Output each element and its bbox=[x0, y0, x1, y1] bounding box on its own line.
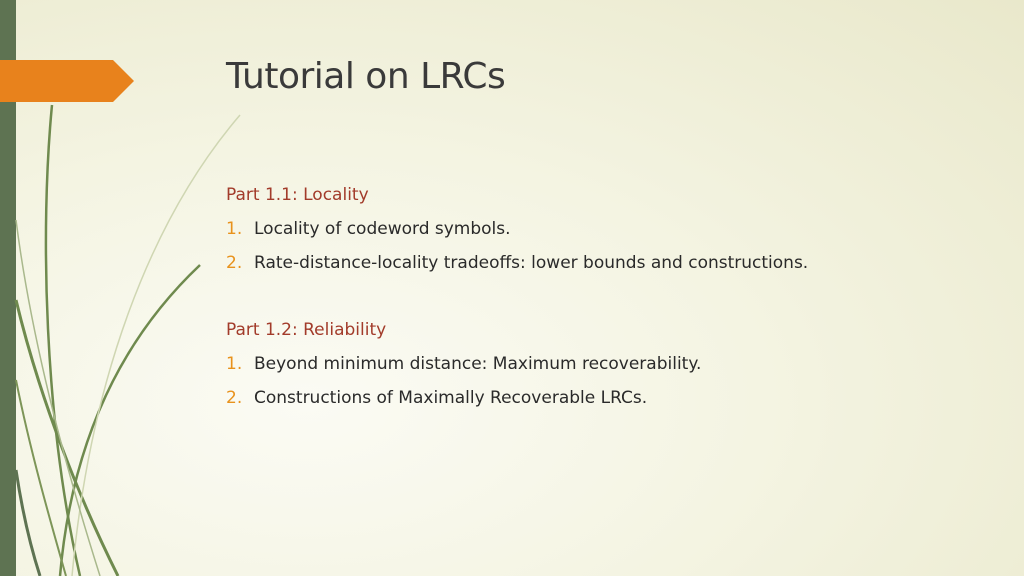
list-item bbox=[226, 218, 986, 240]
arrow-icon bbox=[0, 60, 134, 102]
list-item-number: 1. bbox=[226, 219, 243, 239]
list-item-text: Rate-distance-locality tradeoffs: lower bounds and constructions. bbox=[254, 253, 809, 273]
list-item bbox=[226, 252, 986, 274]
section-spacer bbox=[226, 286, 986, 319]
section-heading-locality: Part 1.1: Locality bbox=[226, 185, 369, 205]
list-item-text: Beyond minimum distance: Maximum recoverability. bbox=[254, 354, 702, 374]
list-item-number: 1. bbox=[226, 354, 243, 374]
section-heading-reliability: Part 1.2: Reliability bbox=[226, 320, 387, 340]
list-item-number: 2. bbox=[226, 253, 243, 273]
slide-title: Tutorial on LRCs bbox=[226, 56, 506, 97]
slide-content bbox=[226, 184, 986, 421]
list-item bbox=[226, 387, 986, 409]
list-item-text: Constructions of Maximally Recoverable LRCs. bbox=[254, 388, 648, 408]
list-item bbox=[226, 353, 986, 375]
list-item-text: Locality of codeword symbols. bbox=[254, 219, 511, 239]
list-item-number: 2. bbox=[226, 388, 243, 408]
